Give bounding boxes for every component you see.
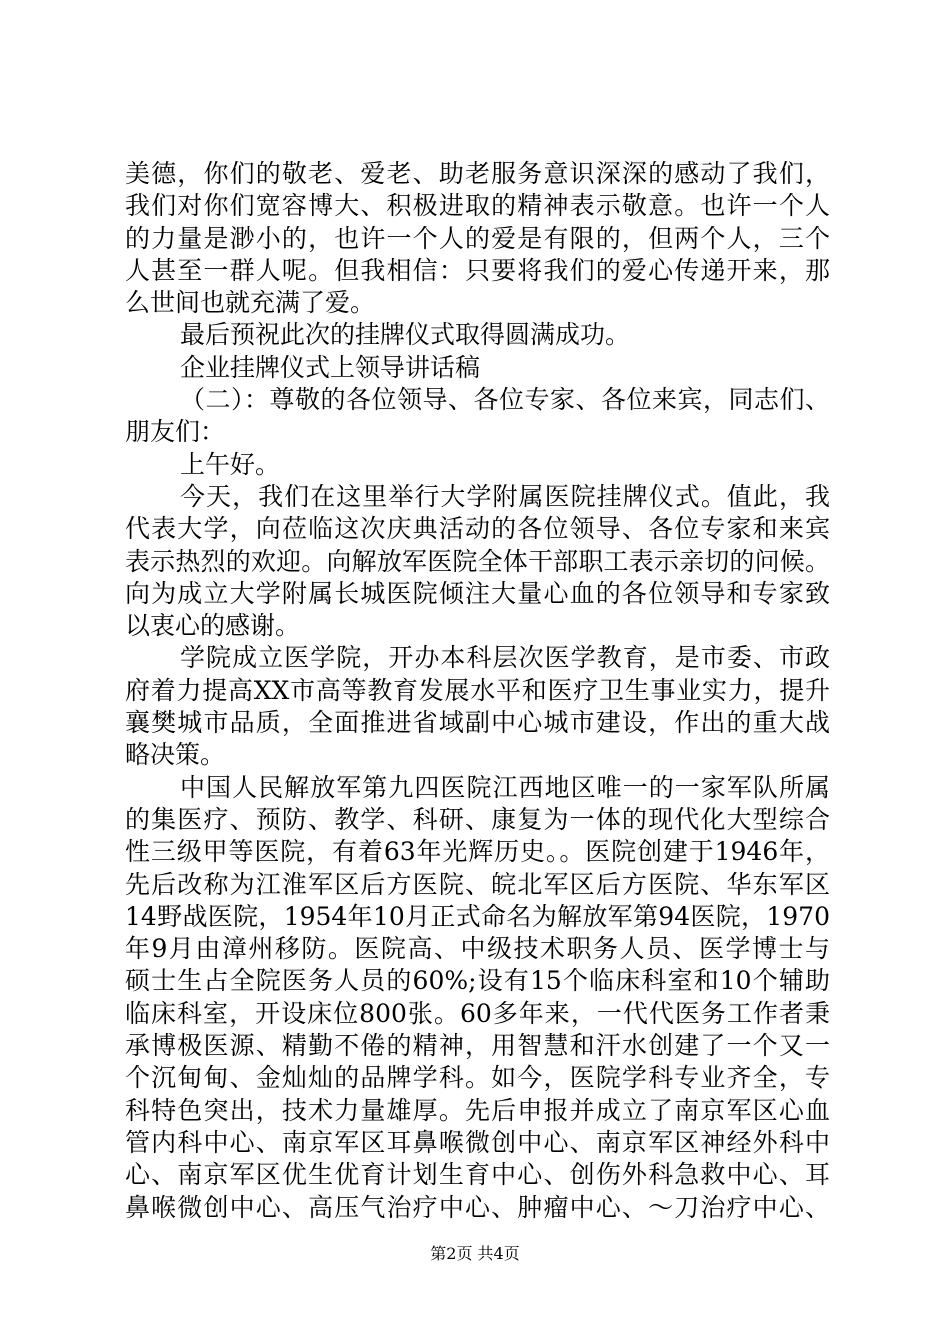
text-line: 今天，我们在这里举行大学附属医院挂牌仪式。值此，我 xyxy=(180,481,830,511)
text-line: 先后改称为江淮军区后方医院、皖北军区后方医院、华东军区 xyxy=(125,869,830,899)
text-line: 的力量是渺小的，也许一个人的爱是有限的，但两个人，三个 xyxy=(125,223,830,253)
text-line: （二）：尊敬的各位领导、各位专家、各位来宾，同志们、 xyxy=(180,385,830,415)
paragraph xyxy=(125,642,830,771)
paragraph xyxy=(125,449,830,481)
text-line: 表示热烈的欢迎。向解放军医院全体干部职工表示亲切的问候。 xyxy=(125,546,830,576)
page-footer: 第2页 共4页 xyxy=(430,1244,520,1263)
text-line: 的集医疗、预防、教学、科研、康复为一体的现代化大型综合 xyxy=(125,804,830,834)
text-line: 科特色突出，技术力量雄厚。先后申报并成立了南京军区心血 xyxy=(125,1095,830,1125)
paragraph xyxy=(125,158,830,319)
text-line: 上午好。 xyxy=(180,449,281,479)
text-line: 略决策。 xyxy=(125,740,226,770)
paragraph xyxy=(125,319,830,351)
text-line: 企业挂牌仪式上领导讲话稿 xyxy=(180,352,481,382)
text-line: 鼻喉微创中心、高压气治疗中心、肿瘤中心、～刀治疗中心、 xyxy=(125,1192,830,1222)
text-line: 管内科中心、南京军区耳鼻喉微创中心、南京军区神经外科中 xyxy=(125,1127,830,1157)
text-line: 我们对你们宽容博大、积极进取的精神表示敬意。也许一个人 xyxy=(125,191,830,221)
text-line: 美德，你们的敬老、爱老、助老服务意识深深的感动了我们， xyxy=(125,159,830,188)
text-line: 学院成立医学院，开办本科层次医学教育，是市委、市政 xyxy=(180,643,830,673)
paragraph xyxy=(125,481,830,642)
text-line: 代表大学，向莅临这次庆典活动的各位领导、各位专家和来宾 xyxy=(125,514,830,544)
text-line: 承博极医源、精勤不倦的精神，用智慧和汗水创建了一个又一 xyxy=(125,1031,830,1061)
text-line: 年9月由漳州移防。医院高、中级技术职务人员、医学博士与 xyxy=(125,934,830,964)
text-line: 中国人民解放军第九四医院江西地区唯一的一家军队所属 xyxy=(180,772,830,802)
document-body xyxy=(125,158,830,1224)
text-line: 襄樊城市品质，全面推进省域副中心城市建设，作出的重大战 xyxy=(125,708,830,738)
text-line: 么世间也就充满了爱。 xyxy=(125,288,376,318)
text-line: 府着力提高XX市高等教育发展水平和医疗卫生事业实力，提升 xyxy=(125,675,830,705)
text-line: 人甚至一群人呢。但我相信：只要将我们的爱心传递开来，那 xyxy=(125,255,830,285)
text-line: 临床科室，开设床位800张。60多年来，一代代医务工作者秉 xyxy=(125,998,830,1028)
text-line: 14野战医院，1954年10月正式命名为解放军第94医院，1970 xyxy=(125,901,830,931)
paragraph xyxy=(125,772,830,1224)
text-line: 硕士生占全院医务人员的60%;设有15个临床科室和10个辅助 xyxy=(125,966,830,996)
text-line: 个沉甸甸、金灿灿的品牌学科。如今，医院学科专业齐全，专 xyxy=(125,1063,830,1093)
paragraph xyxy=(125,384,830,449)
text-line: 朋友们： xyxy=(125,417,226,447)
text-line: 最后预祝此次的挂牌仪式取得圆满成功。 xyxy=(180,320,631,350)
text-line: 以衷心的感谢。 xyxy=(125,611,301,641)
text-line: 性三级甲等医院，有着63年光辉历史。。医院创建于1946年， xyxy=(125,837,830,867)
text-line: 心、南京军区优生优育计划生育中心、创伤外科急救中心、耳 xyxy=(125,1160,830,1190)
text-line: 向为成立大学附属长城医院倾注大量心血的各位领导和专家致 xyxy=(125,578,830,608)
paragraph xyxy=(125,352,830,384)
